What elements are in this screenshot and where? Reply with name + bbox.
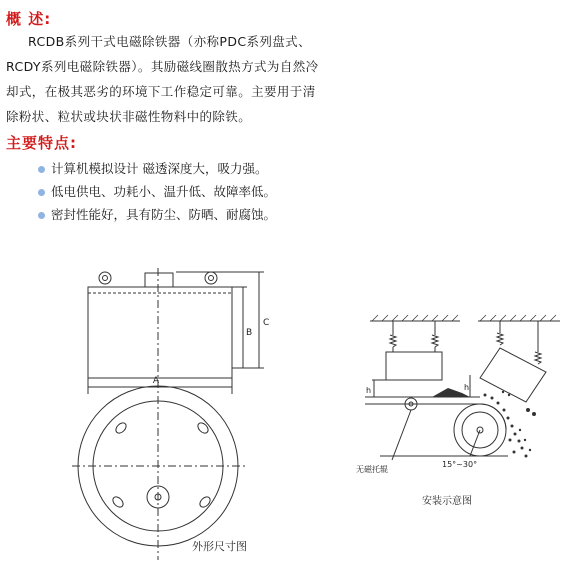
features-title: 主要特点: — [6, 134, 77, 152]
feature-item: 密封性能好，具有防尘、防晒、耐腐蚀。 — [38, 205, 276, 223]
install-label-h1: h — [366, 386, 372, 395]
lifting-ring-icon — [99, 272, 111, 284]
dimension-label-b: B — [246, 328, 253, 338]
overview-line: 除粉状、粒状或块状非磁性物料中的除铁。 — [6, 109, 252, 124]
dimension-label-c: C — [263, 318, 270, 328]
spring-icon — [497, 333, 503, 345]
overview-line: RCDY系列电磁除铁器）。其励磁线圈散热方式为自然冷 — [6, 59, 319, 74]
spring-icon — [432, 335, 438, 347]
magnet-body-side — [88, 287, 232, 378]
lifting-ring-icon — [205, 272, 217, 284]
overview-title: 概 述: — [6, 10, 52, 28]
dimension-drawing — [72, 268, 264, 560]
feature-item: 计算机模拟设计 磁透深度大，吸力强。 — [38, 159, 267, 177]
dimension-caption: 外形尺寸图 — [192, 540, 247, 553]
install-caption: 安装示意图 — [422, 496, 472, 507]
spring-icon — [535, 352, 541, 364]
overview-line: RCDB系列干式电磁除铁器（亦称PDC系列盘式、 — [28, 34, 311, 49]
junction-box — [145, 273, 173, 287]
feature-item: 低电供电、功耗小、温升低、故障率低。 — [38, 182, 276, 200]
magnet-flat — [386, 352, 442, 380]
belt-roller-label: 无磁托辊 — [356, 465, 388, 474]
install-drawing — [365, 315, 560, 460]
angle-label: 15°~30° — [442, 460, 478, 469]
dimension-label-a: A — [152, 376, 160, 386]
install-label-h2: h — [464, 383, 470, 392]
overview-line: 却式，在极其恶劣的环境下工作稳定可靠。主要用于清 — [6, 84, 316, 99]
spring-icon — [390, 335, 396, 347]
